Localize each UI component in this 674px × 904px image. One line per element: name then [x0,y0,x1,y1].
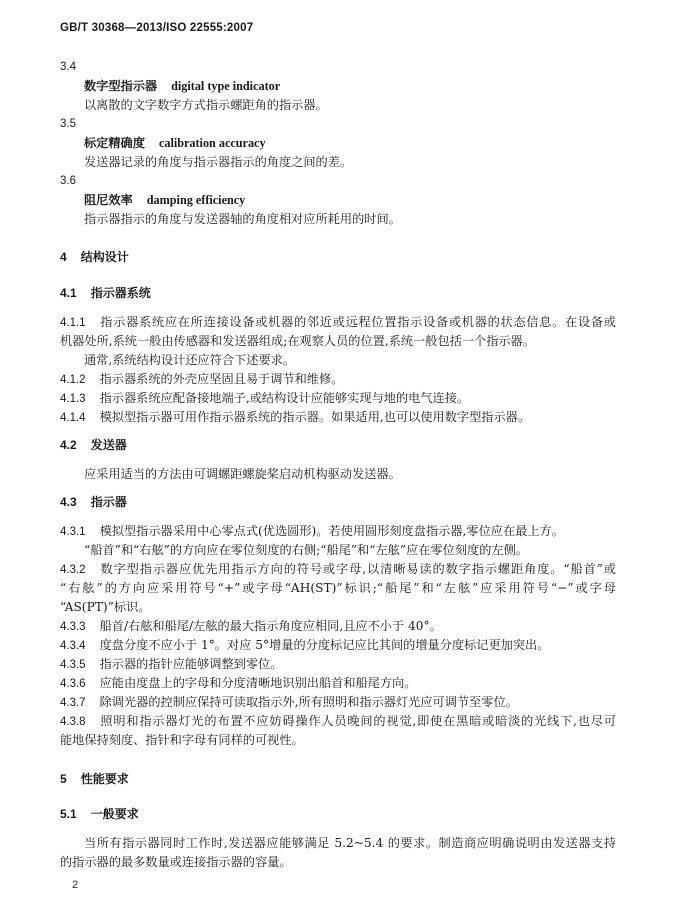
clause-4-3-5: 4.3.5 指示器的指针应能够调整到零位。 [60,657,283,671]
term-number: 3.4 [60,61,76,73]
term-en: calibration accuracy [158,136,266,150]
clause-4-3-1-cont: “船首”和“右舷”的方向应在零位刻度的右侧;“船尾”和“左舷”应在零位刻度的左侧。 [84,543,528,557]
clause-5-1-heading: 5.1 一般要求 [60,807,139,821]
clause-4-1-1: 4.1.1 指示器系统应在所连接设备或机器的邻近或远程位置指示设备或机器的状态信息。在设备或 [60,315,616,329]
term-cn: 标定精确度 [84,136,145,150]
term-en: digital type indicator [171,79,281,93]
term-cn: 数字型指示器 [84,79,158,93]
section-5-heading: 5 性能要求 [60,772,129,786]
term-definition: 指示器指示的角度与发送器轴的角度相对应所耗用的时间。 [84,212,401,226]
clause-4-3-8-cont: 能地保持刻度、指针和字母有同样的可视性。 [60,733,304,747]
term-heading [84,135,266,151]
clause-4-3-8: 4.3.8 照明和指示器灯光的布置不应妨碍操作人员晚间的视觉,即使在黑暗或暗淡的光线下,也尽可 [60,714,616,728]
clause-4-2-heading: 4.2 发送器 [60,438,127,452]
clause-4-3-2-end: “AS(PT)”标识。 [60,600,151,614]
clause-4-3-2: 4.3.2 数字型指示器应优先用指示方向的符号或字母,以清晰易读的数字指示螺距角度。“船首”或 [60,562,616,576]
term-en: damping efficiency [146,193,246,207]
term-number: 3.6 [60,175,76,187]
term-definition: 以离散的文字数字方式指示螺距角的指示器。 [84,98,328,112]
clause-4-3-3: 4.3.3 船首/右舷和船尾/左舷的最大指示角度应相同,且应不小于 40°。 [60,619,442,633]
clause-4-1-1-note: 通常,系统结构设计还应符合下述要求。 [84,353,296,367]
clause-4-2-text: 应采用适当的方法由可调螺距螺旋桨启动机构驱动发送器。 [84,467,401,481]
term-number: 3.5 [60,118,76,130]
clause-4-3-7: 4.3.7 除调光器的控制应保持可读取指示外,所有照明和指示器灯光应可调节至零位。 [60,695,518,709]
term-definition: 发送器记录的角度与指示器指示的角度之间的差。 [84,155,353,169]
clause-4-1-3: 4.1.3 指示器系统应配备接地端子,或结构设计应能够实现与地的电气连接。 [60,391,470,405]
term-heading [84,78,280,94]
clause-4-1-1-cont: 机器处所,系统一般由传感器和发送器组成;在观察人员的位置,系统一般包括一个指示器。 [60,334,535,348]
clause-4-3-1: 4.3.1 模拟型指示器采用中心零点式(优选圆形)。若使用圆形刻度盘指示器,零位应在最上方。 [60,524,564,538]
clause-4-3-heading: 4.3 指示器 [60,495,127,509]
clause-4-1-2: 4.1.2 指示器系统的外壳应坚固且易于调节和维修。 [60,372,344,386]
clause-4-3-6: 4.3.6 应能由度盘上的字母和分度清晰地识别出船首和船尾方向。 [60,676,417,690]
clause-5-1-text: 当所有指示器同时工作时,发送器应能够满足 5.2~5.4 的要求。制造商应明确说明由发送器支持 [84,836,616,850]
clause-4-1-4: 4.1.4 模拟型指示器可用作指示器系统的指示器。如果适用,也可以使用数字型指示器。 [60,410,531,424]
clause-4-1-heading: 4.1 指示器系统 [60,286,151,300]
term-heading [84,192,245,208]
page-number: 2 [72,879,79,891]
section-4-heading: 4 结构设计 [60,250,129,264]
standard-code-header: GB/T 30368—2013/ISO 22555:2007 [60,22,254,34]
clause-5-1-cont: 的指示器的最多数量或连接指示器的容量。 [60,855,292,869]
clause-4-3-2-cont: “右舷”的方向应采用符号“+”或字母“AH(ST)”标识;“船尾”和“左舷”应采用符号“−”或字母 [60,581,616,595]
term-cn: 阻尼效率 [84,193,133,207]
clause-4-3-4: 4.3.4 度盘分度不应小于 1°。对应 5°增量的分度标记应比其间的增量分度标记更加突出。 [60,638,550,652]
